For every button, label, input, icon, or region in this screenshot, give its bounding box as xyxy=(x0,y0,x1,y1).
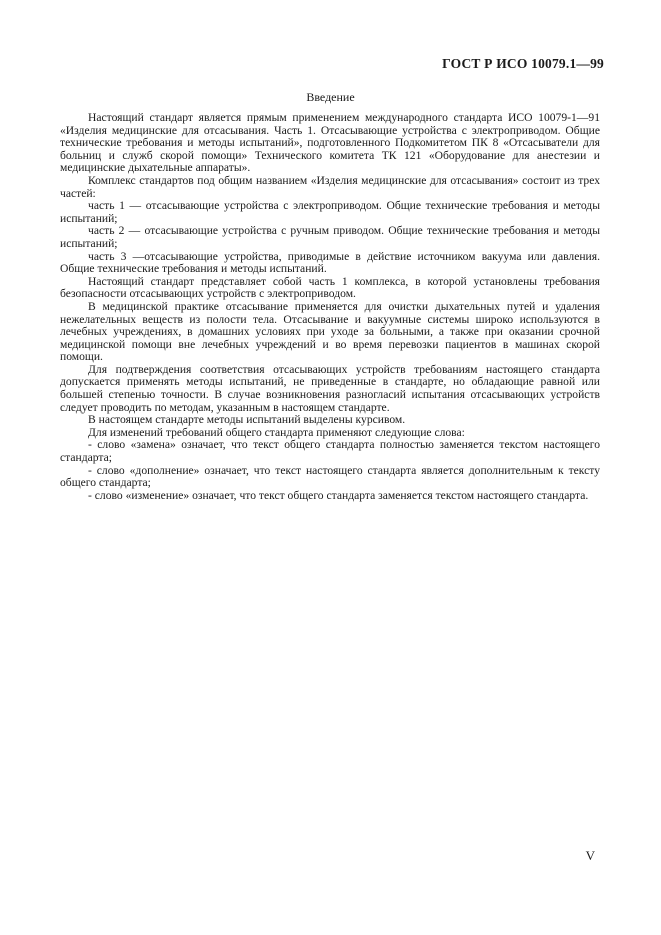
document-body xyxy=(60,112,600,502)
paragraph: Для подтверждения соответствия отсасывающих устройств требованиям настоящего стандарта допускается применять методы испытаний, не приведенные в стандарте, но обладающие равной или большей степенью точности. В случае возникновения разногласий испытания отсасывающих устройств следует проводить по методам, указанным в настоящем стандарте. xyxy=(60,362,600,414)
paragraph: часть 2 — отсасывающие устройства с ручным приводом. Общие технические требования и методы испытаний; xyxy=(60,224,600,250)
paragraph: Для изменений требований общего стандарта применяют следующие слова: xyxy=(88,425,465,439)
document-code: ГОСТ Р ИСО 10079.1—99 xyxy=(442,56,604,71)
paragraph: часть 3 —отсасывающие устройства, приводимые в действие источником вакуума или давления. Общие технические требования и методы испытаний. xyxy=(60,249,600,276)
paragraph: часть 1 — отсасывающие устройства с электроприводом. Общие технические требования и методы испытаний; xyxy=(60,199,600,225)
paragraph: Настоящий стандарт представляет собой часть 1 комплекса, в которой установлены требования безопасности отсасывающих устройств с электроприводом. xyxy=(60,274,600,301)
paragraph: - слово «дополнение» означает, что текст настоящего стандарта является дополнительным к тексту общего стандарта; xyxy=(60,463,600,490)
paragraph: В медицинской практике отсасывание применяется для очистки дыхательных путей и удаления нежелательных веществ из полости тела. Отсасывание и вакуумные системы широко используются в лечебных учреждениях, в домашних условиях при уходе за больными, а также при оказании срочной медицинской помощи вне лечебных учреждений и во время перевозки пациентов в машинах скорой помощи. xyxy=(60,299,600,364)
section-title: Введение xyxy=(306,90,355,104)
paragraph: Настоящий стандарт является прямым применением международного стандарта ИСО 10079-1—91 «Изделия медицинские для отсасывания. Часть 1. Отсасывающие устройства с электроприводом. Общие технические требования и методы испытаний», подготовленного Подкомитетом ПК 8 «Отсасыватели для больниц и служб скорой помощи» Технического комитета ТК 121 «Оборудование для анестезии и медицинские дыхательные аппараты». xyxy=(60,111,600,175)
paragraph: Комплекс стандартов под общим названием «Изделия медицинские для отсасывания» состоит из трех частей: xyxy=(60,173,600,200)
paragraph: - слово «изменение» означает, что текст общего стандарта заменяется текстом настоящего стандарта. xyxy=(88,488,589,502)
page-number: V xyxy=(585,848,595,863)
paragraph: - слово «замена» означает, что текст общего стандарта полностью заменяется текстом настоящего стандарта; xyxy=(60,438,600,465)
paragraph: В настоящем стандарте методы испытаний выделены курсивом. xyxy=(88,413,406,427)
